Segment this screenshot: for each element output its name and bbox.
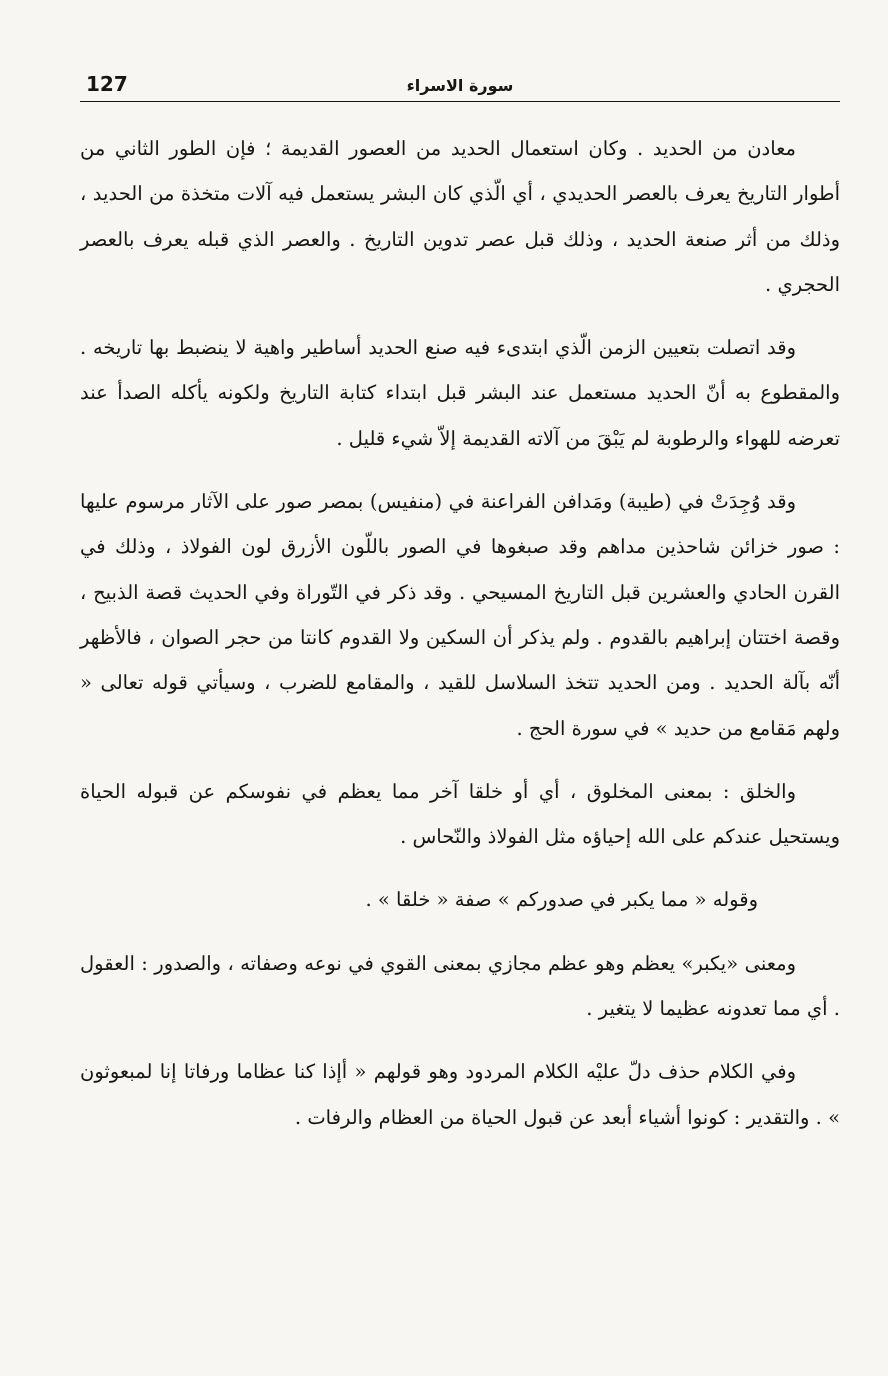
header-rule — [80, 101, 840, 102]
running-title: سورة الاسراء — [406, 76, 514, 95]
paragraph-iron-legends: وقد اتصلت بتعيين الزمن الّذي ابتدىء فيه صنع الحديد أساطير واهية لا ينضبط بها تاريخه . والمقطوع به أنّ الحديد مستعمل عند البشر قبل ابتداء كتابة التاريخ ولكونه يأكله الصدأ عند تعرضه للهواء والرطوبة لم يَبْقَ من آلاته القديمة إلاّ شيء قليل . — [80, 336, 840, 450]
paragraph-ellipsis: وفي الكلام حذف دلّ عليْه الكلام المردود وهو قولهم « أإذا كنا عظاما ورفاتا إنا لمبعوثون » . والتقدير : كونوا أشياء أبعد عن قبول الحياة من العظام والرفات . — [80, 1060, 840, 1129]
paragraph-creation-meaning: والخلق : بمعنى المخلوق ، أي أو خلقا آخر مما يعظم في نفوسكم عن قبوله الحياة ويستحيل عندكم على الله إحياؤه مثل الفولاذ والنّحاس . — [80, 779, 840, 849]
paragraph-iron-ages: معادن من الحديد . وكان استعمال الحديد من العصور القديمة ؛ فإن الطور الثاني من أطوار التاريخ يعرف بالعصر الحديدي ، أي الّذي كان البشر يستعمل فيه آلات متخذة من الحديد ، وذلك من أثر صنعة الحديد ، وذلك قبل عصر تدوين التاريخ . والعصر الذي قبله يعرف بالعصر الحجري . — [80, 137, 840, 296]
page-header — [80, 70, 840, 102]
text-body — [80, 126, 840, 1158]
paragraph-yakbur-meaning: ومعنى «يكبر» يعظم وهو عظم مجازي بمعنى القوي في نوعه وصفاته ، والصدور : العقول . أي مما تعدونه عظيما لا يتغير . — [80, 951, 840, 1021]
paragraph-egypt-tombs: وقد وُجِدَتْ في (طيبة) ومَدافن الفراعنة في (منفيس) بمصر صور على الآثار مرسوم عليها : صور خزائن شاحذين مداهم وقد صبغوها في الصور باللّون الأزرق لون الفولاذ ، وذلك في القرن الحادي والعشرين قبل التاريخ المسيحي . وقد ذكر في التّوراة وفي الحديث قصة الذبيح ، وقصة اختتان إبراهيم بالقدوم . ولم يذكر أن السكين ولا القدوم كانتا من حجر الصوان ، فالأظهر أنّه بآلة الحديد . ومن الحديد تتخذ السلاسل للقيد ، والمقامع للضرب ، وسيأتي قوله تعالى « ولهم مَقامع من حديد » في سورة الحج . — [80, 490, 840, 740]
page-number: 127 — [86, 72, 128, 96]
paragraph-verse-quote: وقوله « مما يكبر في صدوركم » صفة « خلقا » . — [365, 888, 758, 912]
